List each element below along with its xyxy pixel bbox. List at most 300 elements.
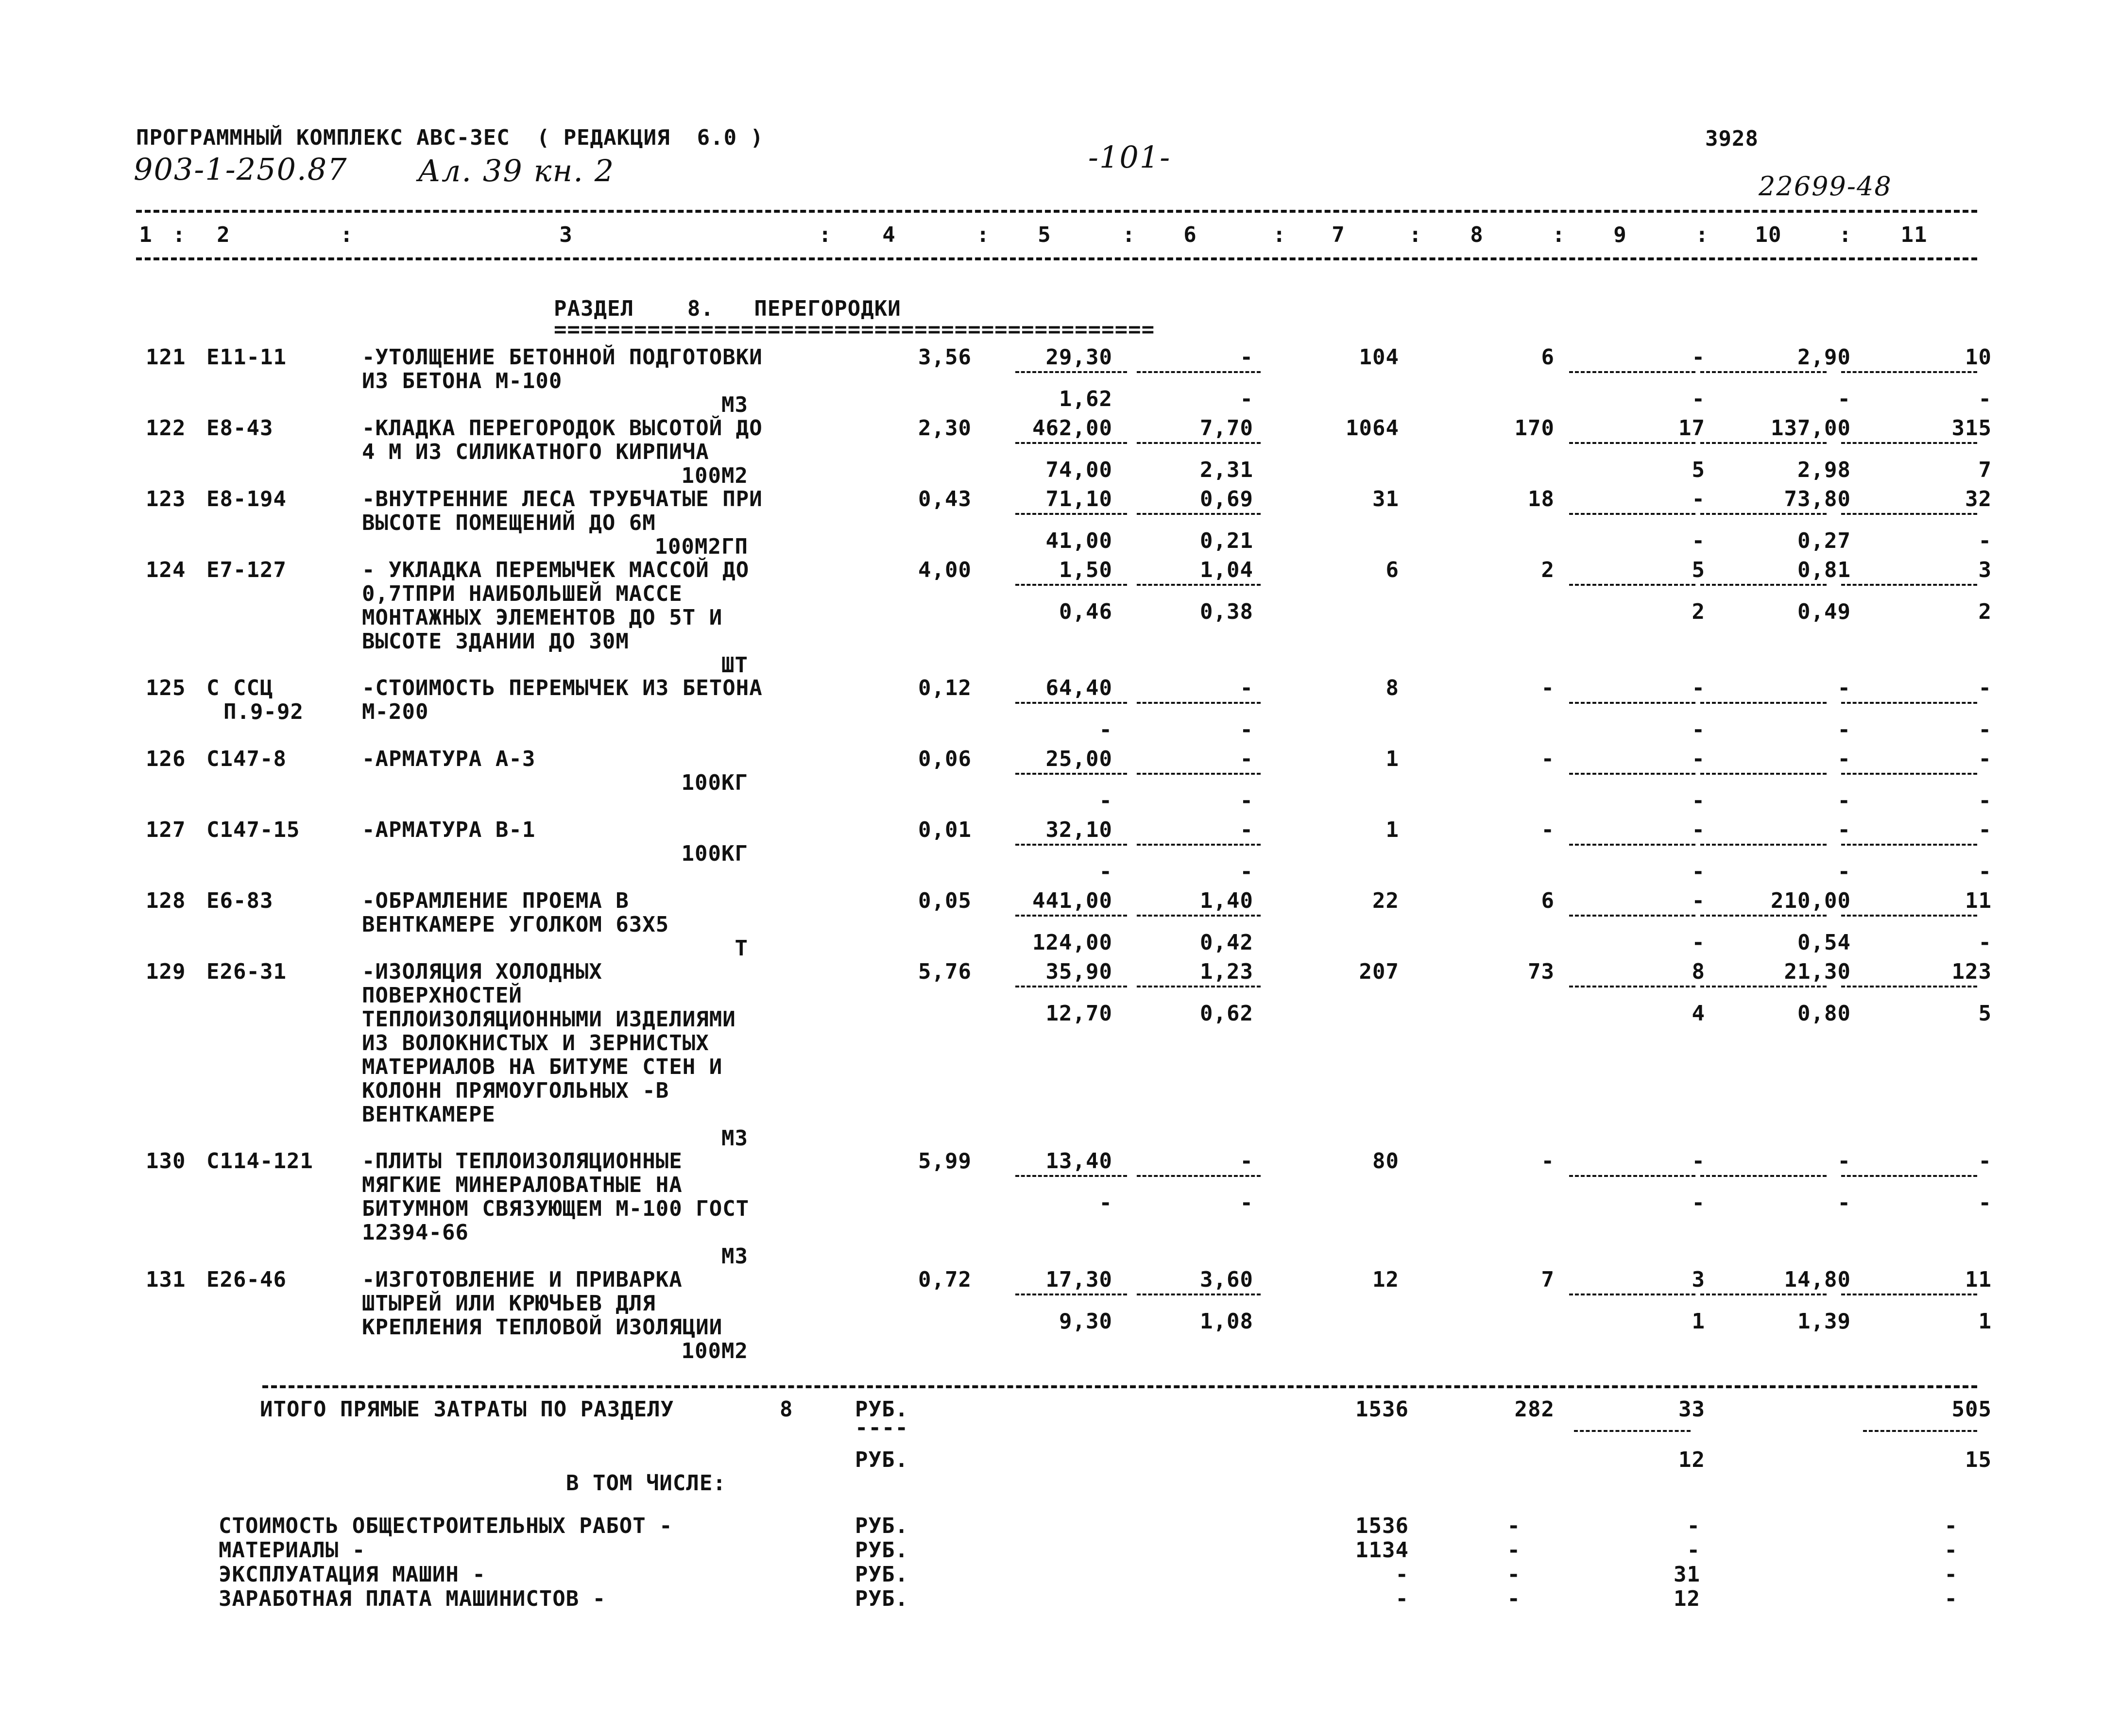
machine-wages: - xyxy=(1692,930,1705,955)
machine-cost-unit: - xyxy=(1240,1149,1253,1174)
unit-price-wages: - xyxy=(1099,717,1112,742)
divider xyxy=(1015,773,1127,775)
unit-price: 25,00 xyxy=(1045,747,1112,771)
unit-price-wages: 41,00 xyxy=(1045,528,1112,553)
divider xyxy=(1700,915,1827,917)
labor-hours-unit: - xyxy=(1837,676,1851,700)
divider xyxy=(1841,371,1977,373)
total-cost: 80 xyxy=(1372,1149,1399,1174)
breakdown-col8: - xyxy=(1507,1538,1521,1563)
breakdown-col7: 1134 xyxy=(1355,1538,1409,1563)
column-separator: : xyxy=(1122,222,1136,247)
section-title: РАЗДЕЛ 8. ПЕРЕГОРОДКИ xyxy=(554,296,901,321)
row-number: 130 xyxy=(146,1149,186,1174)
row-number: 127 xyxy=(146,817,186,842)
divider xyxy=(1137,442,1261,444)
column-header-11: 11 xyxy=(1900,222,1928,247)
machinist-hours: - xyxy=(1978,788,1992,813)
machine-wages-unit: 0,38 xyxy=(1200,599,1253,624)
machinist-hours-unit: 0,54 xyxy=(1797,930,1851,955)
labor-hours-unit: 14,80 xyxy=(1784,1267,1851,1292)
machine-cost: 3 xyxy=(1692,1267,1705,1292)
breakdown-col8: - xyxy=(1507,1586,1521,1611)
rate-code: Е26-46 xyxy=(206,1267,287,1292)
quantity: 0,43 xyxy=(918,487,972,511)
divider xyxy=(1841,915,1977,917)
labor-hours: - xyxy=(1978,676,1992,700)
divider xyxy=(1700,442,1827,444)
quantity: 5,76 xyxy=(918,959,972,984)
totals-rule xyxy=(262,1385,1977,1388)
labor-cost: 18 xyxy=(1528,487,1555,511)
divider xyxy=(1841,584,1977,586)
breakdown-label: МАТЕРИАЛЫ - xyxy=(219,1538,366,1563)
row-number: 121 xyxy=(146,345,186,370)
machine-wages-unit: 2,31 xyxy=(1200,458,1253,482)
labor-hours: 11 xyxy=(1965,888,1992,913)
totals-unit-2: РУБ. xyxy=(855,1447,908,1472)
labor-hours: 3 xyxy=(1978,558,1992,582)
unit-of-measure: М3 xyxy=(721,392,748,417)
rate-code: Е11-11 xyxy=(206,345,287,370)
machine-wages: - xyxy=(1692,717,1705,742)
item-description-line: ШТЫРЕЙ ИЛИ КРЮЧЬЕВ ДЛЯ xyxy=(362,1291,656,1316)
quantity: 4,00 xyxy=(918,558,972,582)
labor-hours: 123 xyxy=(1951,959,1992,984)
machine-wages-unit: - xyxy=(1240,788,1253,813)
machine-cost-unit: - xyxy=(1240,676,1253,700)
divider xyxy=(1137,702,1261,704)
labor-cost: - xyxy=(1541,676,1555,700)
column-header-4: 4 xyxy=(882,222,896,247)
machinist-hours: - xyxy=(1978,528,1992,553)
machine-cost: 5 xyxy=(1692,558,1705,582)
divider xyxy=(1137,584,1261,586)
totals-col11: 505 xyxy=(1951,1397,1992,1422)
machine-cost-unit: 1,40 xyxy=(1200,888,1253,913)
total-cost: 6 xyxy=(1385,558,1399,582)
totals-unit: РУБ. xyxy=(855,1397,908,1422)
unit-price: 1,50 xyxy=(1059,558,1112,582)
breakdown-unit: РУБ. xyxy=(855,1586,908,1611)
item-description-line: БИТУМНОМ СВЯЗУЮЩЕМ М-100 ГОСТ xyxy=(362,1196,750,1221)
divider xyxy=(1569,513,1695,515)
quantity: 5,99 xyxy=(918,1149,972,1174)
unit-of-measure: М3 xyxy=(721,1244,748,1269)
labor-hours-unit: 21,30 xyxy=(1784,959,1851,984)
quantity: 0,72 xyxy=(918,1267,972,1292)
item-description-line: -АРМАТУРА В-1 xyxy=(362,817,536,842)
item-description-line: -ОБРАМЛЕНИЕ ПРОЕМА В xyxy=(362,888,629,913)
total-cost: 1064 xyxy=(1346,416,1399,441)
machinist-hours: 2 xyxy=(1978,599,1992,624)
machinist-hours-unit: - xyxy=(1837,717,1851,742)
labor-cost: - xyxy=(1541,817,1555,842)
machinist-hours-unit: 0,80 xyxy=(1797,1001,1851,1026)
machine-cost-unit: 1,04 xyxy=(1200,558,1253,582)
item-description-line: -ИЗОЛЯЦИЯ ХОЛОДНЫХ xyxy=(362,959,602,984)
machine-wages: 2 xyxy=(1692,599,1705,624)
breakdown-col7: 1536 xyxy=(1355,1514,1409,1538)
divider xyxy=(1569,584,1695,586)
breakdown-col11: - xyxy=(1944,1514,1958,1538)
machine-cost-unit: - xyxy=(1240,747,1253,771)
divider xyxy=(1841,702,1977,704)
unit-price-wages: 1,62 xyxy=(1059,387,1112,411)
column-header-8: 8 xyxy=(1470,222,1484,247)
divider xyxy=(1015,702,1127,704)
divider xyxy=(1841,513,1977,515)
header-rule-top xyxy=(136,210,1977,213)
column-header-7: 7 xyxy=(1332,222,1345,247)
divider xyxy=(1137,915,1261,917)
labor-cost: - xyxy=(1541,1149,1555,1174)
column-header-2: 2 xyxy=(217,222,230,247)
breakdown-col11: - xyxy=(1944,1538,1958,1563)
labor-hours: 32 xyxy=(1965,487,1992,511)
quantity: 2,30 xyxy=(918,416,972,441)
machine-cost-unit: 0,69 xyxy=(1200,487,1253,511)
breakdown-col8: - xyxy=(1507,1562,1521,1587)
sheet-id: 3928 xyxy=(1705,126,1759,151)
machine-cost: - xyxy=(1692,676,1705,700)
divider xyxy=(1700,584,1827,586)
labor-cost: 2 xyxy=(1541,558,1555,582)
rate-code: С ССЦ xyxy=(206,676,274,700)
unit-price-wages: 9,30 xyxy=(1059,1309,1112,1334)
divider xyxy=(1015,513,1127,515)
machinist-hours: 5 xyxy=(1978,1001,1992,1026)
item-description-line: ВЕНТКАМЕРЕ xyxy=(362,1102,496,1127)
item-description-line: КОЛОНН ПРЯМОУГОЛЬНЫХ -В xyxy=(362,1078,669,1103)
column-separator: : xyxy=(1409,222,1422,247)
labor-hours-unit: 210,00 xyxy=(1771,888,1851,913)
labor-hours-unit: - xyxy=(1837,747,1851,771)
unit-price-wages: - xyxy=(1099,1191,1112,1215)
breakdown-unit: РУБ. xyxy=(855,1562,908,1587)
divider xyxy=(1700,1175,1827,1177)
inventory-number: 22699-48 xyxy=(1759,171,1892,202)
divider xyxy=(1700,371,1827,373)
header-rule-bottom xyxy=(136,257,1977,260)
item-description-line: МОНТАЖНЫХ ЭЛЕМЕНТОВ ДО 5Т И xyxy=(362,605,723,630)
labor-hours: 10 xyxy=(1965,345,1992,370)
machinist-hours-unit: - xyxy=(1837,1191,1851,1215)
total-cost: 22 xyxy=(1372,888,1399,913)
unit-price-wages: 74,00 xyxy=(1045,458,1112,482)
machine-wages: 4 xyxy=(1692,1001,1705,1026)
divider xyxy=(1015,584,1127,586)
labor-cost: 73 xyxy=(1528,959,1555,984)
total-cost: 8 xyxy=(1385,676,1399,700)
quantity: 0,05 xyxy=(918,888,972,913)
machinist-hours-unit: 1,39 xyxy=(1797,1309,1851,1334)
totals-col8: 282 xyxy=(1514,1397,1555,1422)
machine-cost: - xyxy=(1692,888,1705,913)
item-description-line: 12394-66 xyxy=(362,1220,469,1245)
item-description-line: ВЕНТКАМЕРЕ УГОЛКОМ 63Х5 xyxy=(362,912,669,937)
unit-price: 13,40 xyxy=(1045,1149,1112,1174)
divider xyxy=(1137,1293,1261,1295)
machine-cost-unit: 1,23 xyxy=(1200,959,1253,984)
machine-wages: - xyxy=(1692,859,1705,884)
divider xyxy=(1700,773,1827,775)
quantity: 0,01 xyxy=(918,817,972,842)
divider xyxy=(1700,702,1827,704)
item-description-line: МЯГКИЕ МИНЕРАЛОВАТНЫЕ НА xyxy=(362,1173,683,1197)
machinist-hours: - xyxy=(1978,930,1992,955)
machinist-hours-unit: 2,98 xyxy=(1797,458,1851,482)
unit-price: 17,30 xyxy=(1045,1267,1112,1292)
item-description-line: М-200 xyxy=(362,699,429,724)
divider xyxy=(1137,986,1261,987)
machine-cost: - xyxy=(1692,747,1705,771)
machine-wages: - xyxy=(1692,387,1705,411)
labor-hours-unit: - xyxy=(1837,1149,1851,1174)
labor-cost: 6 xyxy=(1541,888,1555,913)
labor-hours-unit: 2,90 xyxy=(1797,345,1851,370)
column-separator: : xyxy=(1552,222,1566,247)
total-cost: 1 xyxy=(1385,817,1399,842)
divider xyxy=(1015,915,1127,917)
item-description-line: - УКЛАДКА ПЕРЕМЫЧЕК МАССОЙ ДО xyxy=(362,558,750,582)
divider xyxy=(1137,1175,1261,1177)
breakdown-col7: - xyxy=(1395,1562,1409,1587)
breakdown-label: СТОИМОСТЬ ОБЩЕСТРОИТЕЛЬНЫХ РАБОТ - xyxy=(219,1514,673,1538)
machine-wages: 1 xyxy=(1692,1309,1705,1334)
labor-hours-unit: 137,00 xyxy=(1771,416,1851,441)
total-cost: 207 xyxy=(1359,959,1399,984)
breakdown-col11: - xyxy=(1944,1586,1958,1611)
unit-of-measure: 100М2ГП xyxy=(654,534,748,559)
item-description-line: ПОВЕРХНОСТЕЙ xyxy=(362,983,522,1008)
machine-wages-unit: - xyxy=(1240,859,1253,884)
totals-unit-dash: ---- xyxy=(855,1415,908,1440)
divider xyxy=(1700,513,1827,515)
machinist-hours: - xyxy=(1978,387,1992,411)
machine-wages-unit: - xyxy=(1240,1191,1253,1215)
total-cost: 104 xyxy=(1359,345,1399,370)
item-description-line: ТЕПЛОИЗОЛЯЦИОННЫМИ ИЗДЕЛИЯМИ xyxy=(362,1007,736,1032)
divider xyxy=(1569,986,1695,987)
unit-of-measure: 100М2 xyxy=(681,1339,748,1363)
labor-cost: 6 xyxy=(1541,345,1555,370)
breakdown-col11: - xyxy=(1944,1562,1958,1587)
divider xyxy=(1137,844,1261,846)
row-number: 129 xyxy=(146,959,186,984)
column-header-1: 1 xyxy=(139,222,153,247)
divider xyxy=(1015,844,1127,846)
item-description-line: -ВНУТРЕННИЕ ЛЕСА ТРУБЧАТЫЕ ПРИ xyxy=(362,487,763,511)
item-description-line: 0,7ТПРИ НАИБОЛЬШЕЙ МАССЕ xyxy=(362,581,683,606)
unit-price: 32,10 xyxy=(1045,817,1112,842)
item-description-line: МАТЕРИАЛОВ НА БИТУМЕ СТЕН И xyxy=(362,1055,723,1079)
divider xyxy=(1841,1175,1977,1177)
unit-price-wages: 0,46 xyxy=(1059,599,1112,624)
divider xyxy=(1569,1293,1695,1295)
machine-wages: - xyxy=(1692,1191,1705,1215)
item-description-line: -ИЗГОТОВЛЕНИЕ И ПРИВАРКА xyxy=(362,1267,683,1292)
unit-price-wages: - xyxy=(1099,859,1112,884)
divider xyxy=(1700,844,1827,846)
breakdown-col7: - xyxy=(1395,1586,1409,1611)
divider xyxy=(1015,1175,1127,1177)
machine-cost: - xyxy=(1692,1149,1705,1174)
unit-price-wages: - xyxy=(1099,788,1112,813)
quantity: 0,06 xyxy=(918,747,972,771)
unit-price-wages: 12,70 xyxy=(1045,1001,1112,1026)
total-cost: 12 xyxy=(1372,1267,1399,1292)
divider xyxy=(1841,844,1977,846)
column-separator: : xyxy=(819,222,832,247)
rate-code: С114-121 xyxy=(206,1149,313,1174)
document-code: 903-1-250.87 xyxy=(134,152,348,187)
breakdown-unit: РУБ. xyxy=(855,1538,908,1563)
rate-code: Е7-127 xyxy=(206,558,287,582)
divider xyxy=(1015,371,1127,373)
labor-cost: 170 xyxy=(1514,416,1555,441)
breakdown-label: ЗАРАБОТНАЯ ПЛАТА МАШИНИСТОВ - xyxy=(219,1586,606,1611)
column-header-6: 6 xyxy=(1183,222,1197,247)
machinist-hours: - xyxy=(1978,859,1992,884)
unit-of-measure: 100М2 xyxy=(681,463,748,488)
machine-cost-unit: - xyxy=(1240,817,1253,842)
column-header-3: 3 xyxy=(559,222,573,247)
rate-code: Е8-43 xyxy=(206,416,274,441)
column-header-10: 10 xyxy=(1755,222,1782,247)
unit-of-measure: ШТ xyxy=(721,653,748,678)
column-header-5: 5 xyxy=(1038,222,1051,247)
machine-wages-unit: 0,42 xyxy=(1200,930,1253,955)
item-description-line: ВЫСОТЕ ПОМЕЩЕНИЙ ДО 6М xyxy=(362,511,656,535)
machinist-hours-unit: - xyxy=(1837,859,1851,884)
rate-code: С147-15 xyxy=(206,817,300,842)
item-description-line: ВЫСОТЕ ЗДАНИИ ДО 30М xyxy=(362,629,629,654)
rate-code: С147-8 xyxy=(206,747,287,771)
divider xyxy=(1569,773,1695,775)
quantity: 0,12 xyxy=(918,676,972,700)
labor-hours: - xyxy=(1978,817,1992,842)
machinist-hours: - xyxy=(1978,1191,1992,1215)
machine-wages-unit: - xyxy=(1240,717,1253,742)
rate-code: Е26-31 xyxy=(206,959,287,984)
machinist-hours: 1 xyxy=(1978,1309,1992,1334)
unit-price: 441,00 xyxy=(1032,888,1112,913)
item-description-line: -УТОЛЩЕНИЕ БЕТОННОЙ ПОДГОТОВКИ xyxy=(362,345,763,370)
column-separator: : xyxy=(1273,222,1286,247)
divider xyxy=(1700,986,1827,987)
item-description-line: -КЛАДКА ПЕРЕГОРОДОК ВЫСОТОЙ ДО xyxy=(362,416,763,441)
unit-of-measure: М3 xyxy=(721,1126,748,1151)
breakdown-unit: РУБ. xyxy=(855,1514,908,1538)
item-description-line: -ПЛИТЫ ТЕПЛОИЗОЛЯЦИОННЫЕ xyxy=(362,1149,683,1174)
quantity: 3,56 xyxy=(918,345,972,370)
breakdown-col9: - xyxy=(1687,1538,1700,1563)
divider xyxy=(1137,773,1261,775)
section-underline: ============================================= xyxy=(554,317,1155,342)
labor-hours: 315 xyxy=(1951,416,1992,441)
labor-cost: 7 xyxy=(1541,1267,1555,1292)
machine-wages: 5 xyxy=(1692,458,1705,482)
divider xyxy=(1569,702,1695,704)
machinist-hours: - xyxy=(1978,717,1992,742)
divider xyxy=(1015,442,1127,444)
row-number: 128 xyxy=(146,888,186,913)
labor-hours-unit: 0,81 xyxy=(1797,558,1851,582)
program-title: ПРОГРАММНЫЙ КОМПЛЕКС АВС-3ЕС ( РЕДАКЦИЯ 6.0 ) xyxy=(136,125,764,150)
machine-wages-unit: - xyxy=(1240,387,1253,411)
machine-cost: - xyxy=(1692,817,1705,842)
unit-price: 35,90 xyxy=(1045,959,1112,984)
rate-code: Е6-83 xyxy=(206,888,274,913)
column-header-9: 9 xyxy=(1613,222,1627,247)
totals-col9: 33 xyxy=(1678,1397,1705,1422)
machine-wages: - xyxy=(1692,528,1705,553)
machine-wages: - xyxy=(1692,788,1705,813)
row-number: 131 xyxy=(146,1267,186,1292)
machine-wages-unit: 1,08 xyxy=(1200,1309,1253,1334)
divider xyxy=(1841,442,1977,444)
divider xyxy=(1015,1293,1127,1295)
divider xyxy=(1137,513,1261,515)
row-number: 123 xyxy=(146,487,186,511)
total-cost: 1 xyxy=(1385,747,1399,771)
row-number: 122 xyxy=(146,416,186,441)
divider xyxy=(1569,844,1695,846)
row-number: 125 xyxy=(146,676,186,700)
totals-col9-divider xyxy=(1574,1430,1691,1432)
machine-cost-unit: 7,70 xyxy=(1200,416,1253,441)
divider xyxy=(1569,1175,1695,1177)
unit-of-measure: 100КГ xyxy=(681,770,748,795)
unit-price: 462,00 xyxy=(1032,416,1112,441)
breakdown-col8: - xyxy=(1507,1514,1521,1538)
totals-col7: 1536 xyxy=(1355,1397,1409,1422)
machine-cost: - xyxy=(1692,487,1705,511)
rate-code: Е8-194 xyxy=(206,487,287,511)
machine-wages-unit: 0,21 xyxy=(1200,528,1253,553)
divider xyxy=(1841,773,1977,775)
labor-hours-unit: - xyxy=(1837,817,1851,842)
machinist-hours-unit: 0,27 xyxy=(1797,528,1851,553)
machinist-hours-unit: 0,49 xyxy=(1797,599,1851,624)
machine-cost: 8 xyxy=(1692,959,1705,984)
breakdown-label: ЭКСПЛУАТАЦИЯ МАШИН - xyxy=(219,1562,486,1587)
machinist-hours: 7 xyxy=(1978,458,1992,482)
column-separator: : xyxy=(340,222,354,247)
item-description-line: ИЗ БЕТОНА М-100 xyxy=(362,369,563,393)
column-separator: : xyxy=(976,222,990,247)
unit-price: 64,40 xyxy=(1045,676,1112,700)
unit-price-wages: 124,00 xyxy=(1032,930,1112,955)
item-description-line: ИЗ ВОЛОКНИСТЫХ И ЗЕРНИСТЫХ xyxy=(362,1031,709,1055)
breakdown-col9: - xyxy=(1687,1514,1700,1538)
machinist-hours-unit: - xyxy=(1837,387,1851,411)
including-label: В ТОМ ЧИСЛЕ: xyxy=(566,1471,726,1496)
row-number: 124 xyxy=(146,558,186,582)
total-cost: 31 xyxy=(1372,487,1399,511)
divider xyxy=(1569,915,1695,917)
item-description-line: КРЕПЛЕНИЯ ТЕПЛОВОЙ ИЗОЛЯЦИИ xyxy=(362,1315,723,1340)
labor-cost: - xyxy=(1541,747,1555,771)
labor-hours: - xyxy=(1978,747,1992,771)
item-description-line: 4 М ИЗ СИЛИКАТНОГО КИРПИЧА xyxy=(362,440,709,464)
divider xyxy=(1569,442,1695,444)
labor-hours: 11 xyxy=(1965,1267,1992,1292)
divider xyxy=(1569,371,1695,373)
breakdown-col9: 31 xyxy=(1674,1562,1700,1587)
divider xyxy=(1841,986,1977,987)
